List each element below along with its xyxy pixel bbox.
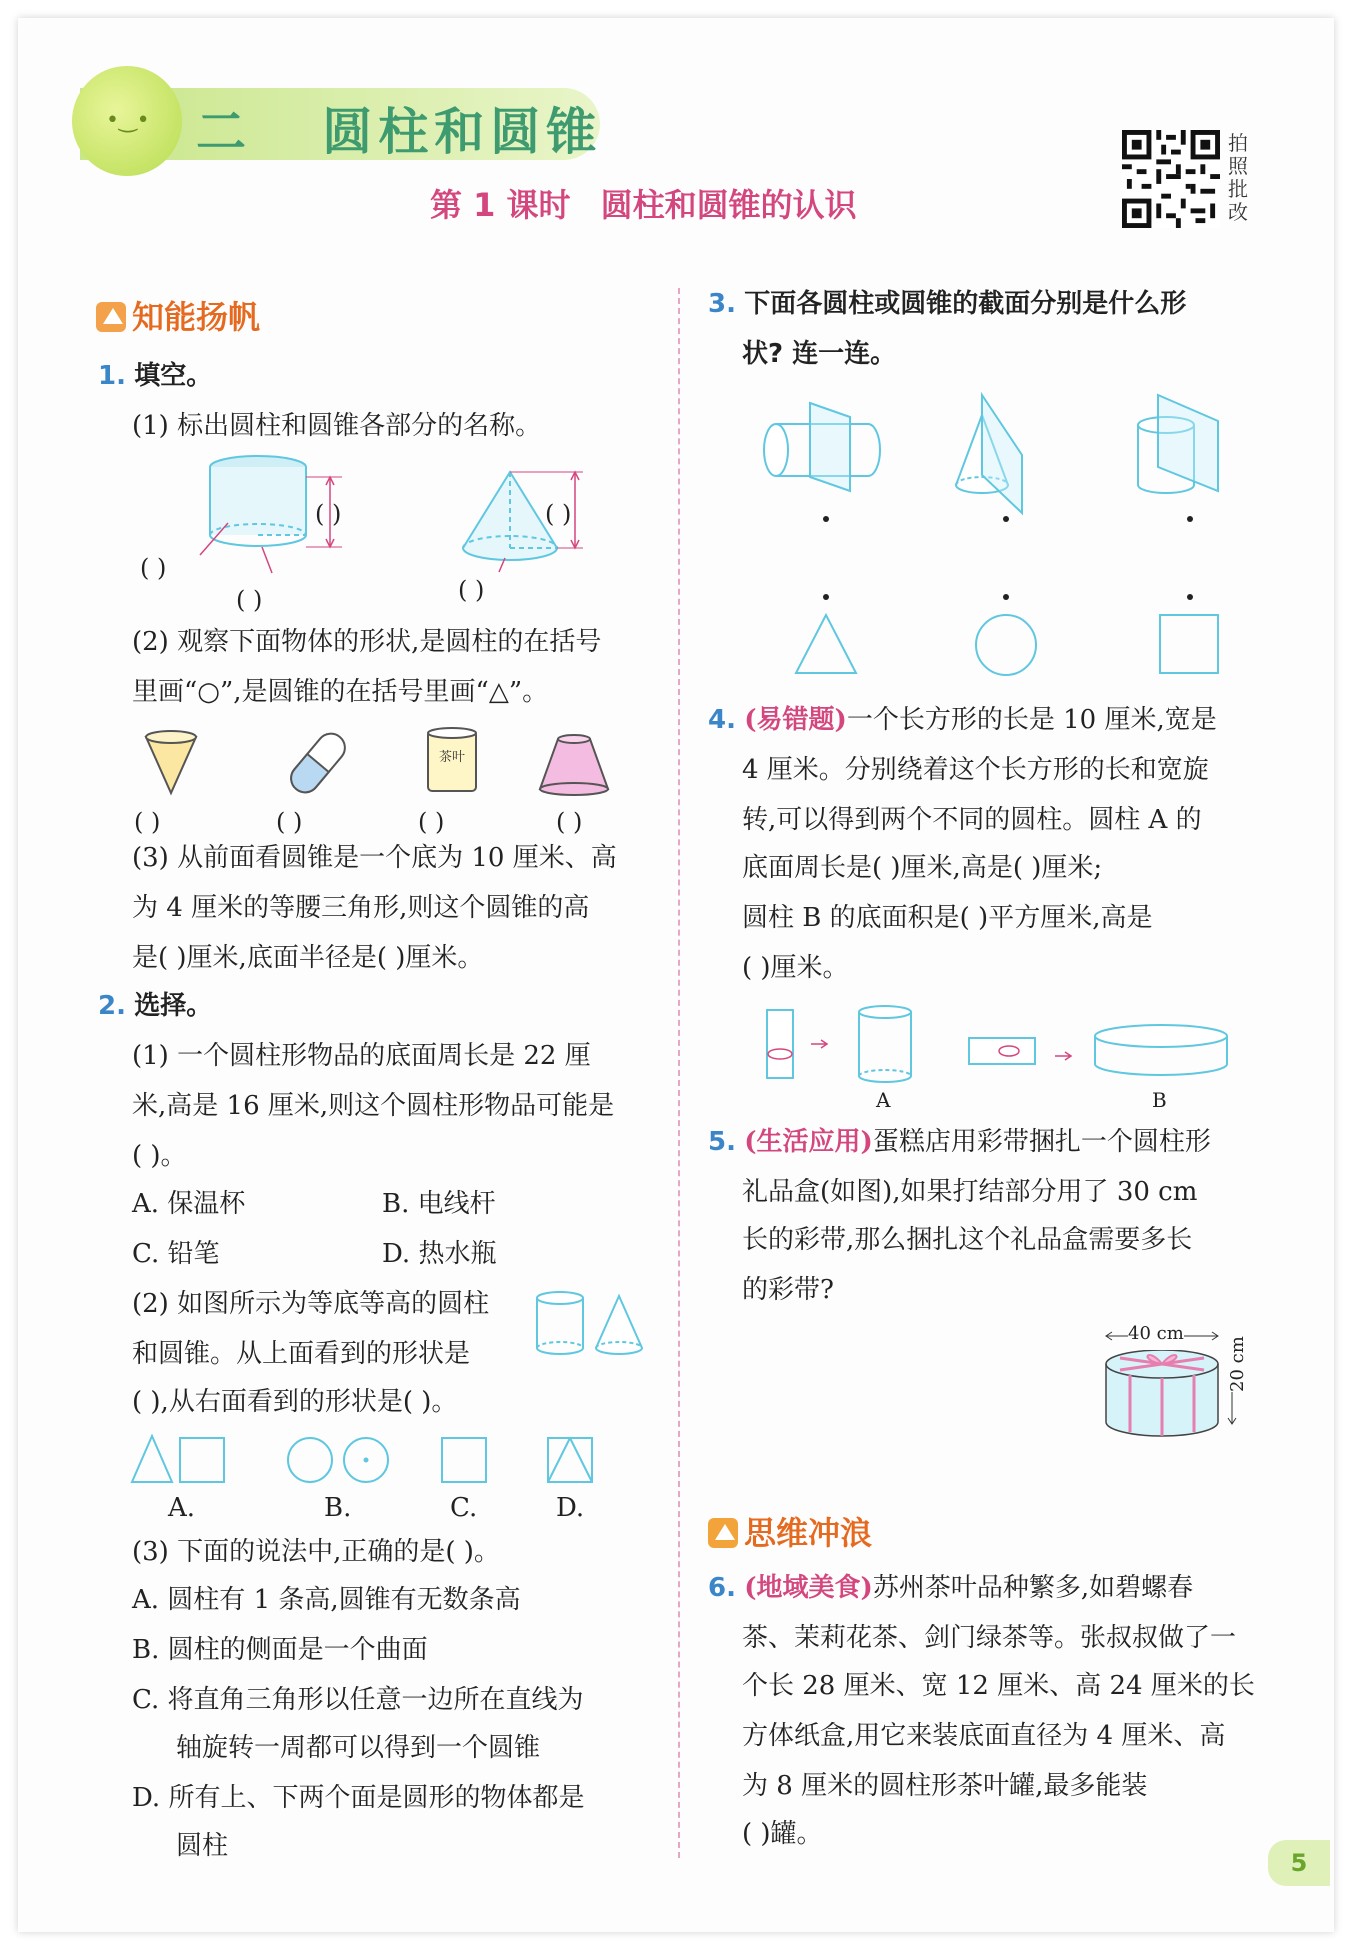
lesson-name: 圆柱和圆锥的认识 (600, 186, 857, 224)
q4-label-b: B (1152, 1088, 1167, 1112)
q2-title: 选择。 (134, 991, 213, 1021)
q1-part3-line1: (3) 从前面看圆锥是一个底为 10 厘米、高 (132, 843, 617, 873)
q2-part3-title: (3) 下面的说法中,正确的是( )。 (132, 1537, 500, 1567)
mascot-icon: •‿• (72, 66, 182, 176)
q2-option-c[interactable]: C. 铅笔 (132, 1239, 220, 1269)
section-2-title: 思维冲浪 (744, 1514, 873, 1552)
q1-title: 填空。 (134, 361, 213, 391)
q2-part3-option-d-line2: 圆柱 (176, 1831, 229, 1861)
q2-shape-label-b: B. (324, 1493, 352, 1523)
q4-text-1: 一个长方形的长是 10 厘米,宽是 (846, 705, 1217, 735)
q2-part2-line3: ( ),从右面看到的形状是( )。 (132, 1387, 458, 1417)
q6-text-1: 苏州茶叶品种繁多,如碧螺春 (872, 1573, 1194, 1603)
option-b-shapes[interactable] (288, 1438, 388, 1482)
q1-object-blank-1[interactable]: ( ) (134, 808, 161, 836)
q1-cylinder-blank-height[interactable]: ( ) (315, 500, 342, 528)
q4-line5: 圆柱 B 的底面积是( )平方厘米,高是 (742, 903, 1153, 933)
q5-line1 (708, 1126, 1211, 1158)
lesson-title (430, 180, 887, 226)
section-heading-2 (708, 1508, 872, 1554)
q6-tag: (地域美食) (744, 1573, 873, 1603)
chapter-name: 圆柱和圆锥 (322, 103, 603, 161)
q6-line3: 个长 28 厘米、宽 12 厘米、高 24 厘米的长 (742, 1671, 1255, 1701)
q2-cylinder-cone-figure (535, 1290, 650, 1360)
q5-line2: 礼品盒(如图),如果打结部分用了 30 cm (742, 1177, 1198, 1207)
q2-part3-option-b[interactable]: B. 圆柱的侧面是一个曲面 (132, 1635, 428, 1665)
chapter-title (196, 92, 602, 164)
q5-line3: 长的彩带,那么捆扎这个礼品盒需要多长 (742, 1225, 1193, 1255)
q3-number: 3. (708, 289, 736, 319)
q3-line2: 状? 连一连。 (742, 339, 897, 369)
q3-text-1: 下面各圆柱或圆锥的截面分别是什么形 (744, 289, 1187, 319)
tea-can-label: 茶叶 (438, 750, 466, 765)
option-c-shapes[interactable] (442, 1438, 486, 1482)
q2-shape-options (130, 1432, 610, 1490)
q5-number: 5. (708, 1127, 736, 1157)
chapter-number: 二 (196, 103, 252, 161)
q1-objects-row (140, 725, 660, 805)
tea-can-icon (428, 728, 476, 791)
q2-part3-option-c-line1[interactable]: C. 将直角三角形以任意一边所在直线为 (132, 1685, 584, 1715)
q1-part2-line1: (2) 观察下面物体的形状,是圆柱的在括号 (132, 627, 602, 657)
q2-part2-line1: (2) 如图所示为等底等高的圆柱 (132, 1289, 490, 1319)
q1-cylinder-blank-base[interactable]: ( ) (236, 586, 263, 614)
circle-shape (976, 615, 1036, 675)
q1-cylinder-blank-side[interactable]: ( ) (140, 554, 167, 582)
q1-number: 1. (98, 361, 126, 391)
q5-tag: (生活应用) (744, 1127, 873, 1157)
option-a-shapes[interactable] (132, 1436, 224, 1482)
q1-object-blank-2[interactable]: ( ) (276, 808, 303, 836)
q5-dim-width: 40 cm (1128, 1318, 1184, 1350)
section-1-title: 知能扬帆 (132, 298, 261, 336)
cylinder-vertical-cut (764, 403, 880, 491)
q6-number: 6. (708, 1573, 736, 1603)
q2-option-d[interactable]: D. 热水瓶 (382, 1239, 497, 1269)
q1-part1: (1) 标出圆柱和圆锥各部分的名称。 (132, 411, 542, 441)
triangle-shape (796, 615, 856, 673)
capsule-icon (285, 728, 350, 798)
lampshade-icon (540, 735, 608, 795)
q4-line2: 4 厘米。分别绕着这个长方形的长和宽旋 (742, 755, 1209, 785)
q4-line4: 底面周长是( )厘米,高是( )厘米; (742, 853, 1103, 883)
q4-label-a: A (876, 1088, 891, 1112)
q5-line4: 的彩带? (742, 1275, 834, 1305)
q2-shape-label-c: C. (450, 1493, 478, 1523)
q1-part2-line2: 里画“○”,是圆锥的在括号里画“△”。 (132, 677, 549, 707)
q3-matching-figure (760, 395, 1240, 695)
q4-line1 (708, 704, 1217, 736)
q2-number: 2. (98, 991, 126, 1021)
q2-part3-option-a[interactable]: A. 圆柱有 1 条高,圆锥有无数条高 (132, 1585, 521, 1615)
qr-code-icon[interactable] (1122, 130, 1220, 228)
cone-vertical-cut (956, 395, 1022, 513)
option-d-shapes[interactable] (548, 1438, 592, 1482)
q2-part2-line2: 和圆锥。从上面看到的形状是 (132, 1339, 471, 1369)
q1-cone-blank-height[interactable]: ( ) (545, 500, 572, 528)
q1-heading (98, 360, 212, 392)
q2-option-b[interactable]: B. 电线杆 (382, 1189, 496, 1219)
q6-line1 (708, 1572, 1193, 1604)
q4-line6: ( )厘米。 (742, 953, 849, 983)
q2-part3-option-d-line1[interactable]: D. 所有上、下两个面是圆形的物体都是 (132, 1783, 585, 1813)
q2-option-a[interactable]: A. 保温杯 (132, 1189, 246, 1219)
page-number: 5 (1268, 1840, 1330, 1886)
q1-object-blank-3[interactable]: ( ) (418, 808, 445, 836)
q1-part3-line2: 为 4 厘米的等腰三角形,则这个圆锥的高 (132, 893, 590, 923)
q2-shape-label-d: D. (556, 1493, 585, 1523)
q1-cone-blank-base[interactable]: ( ) (458, 576, 485, 604)
q6-line4: 方体纸盒,用它来装底面直径为 4 厘米、高 (742, 1721, 1226, 1751)
q3-line1 (708, 288, 1186, 320)
q1-cylinder-figure (140, 455, 400, 605)
section-heading-1 (96, 292, 260, 338)
q1-object-blank-4[interactable]: ( ) (556, 808, 583, 836)
q2-heading (98, 990, 212, 1022)
sail-icon (96, 302, 126, 332)
wave-icon (708, 1518, 738, 1548)
q1-part3-line3: 是( )厘米,底面半径是( )厘米。 (132, 943, 484, 973)
q5-dim-height: 20 cm (1222, 1336, 1254, 1392)
column-divider (678, 288, 680, 1858)
q6-line2: 茶、茉莉花茶、剑门绿茶等。张叔叔做了一 (742, 1623, 1237, 1653)
q4-tag: (易错题) (744, 705, 847, 735)
lesson-number: 第 1 课时 (430, 186, 571, 224)
q2-part1-line3: ( )。 (132, 1141, 187, 1171)
q4-line3: 转,可以得到两个不同的圆柱。圆柱 A 的 (742, 805, 1202, 835)
q6-line5: 为 8 厘米的圆柱形茶叶罐,最多能装 (742, 1771, 1148, 1801)
q2-part1-line2: 米,高是 16 厘米,则这个圆柱形物品可能是 (132, 1091, 615, 1121)
q2-part1-line1: (1) 一个圆柱形物品的底面周长是 22 厘 (132, 1041, 591, 1071)
square-shape (1160, 615, 1218, 673)
cylinder-axial-cut (1138, 395, 1218, 493)
q6-line6: ( )罐。 (742, 1819, 823, 1849)
ice-cream-cone-icon (146, 731, 196, 793)
q2-shape-label-a: A. (168, 1493, 196, 1523)
qr-label: 拍照批改 (1228, 131, 1248, 224)
q5-text-1: 蛋糕店用彩带捆扎一个圆柱形 (872, 1127, 1211, 1157)
q2-part3-option-c-line2: 轴旋转一周都可以得到一个圆锥 (176, 1733, 541, 1763)
q4-number: 4. (708, 705, 736, 735)
